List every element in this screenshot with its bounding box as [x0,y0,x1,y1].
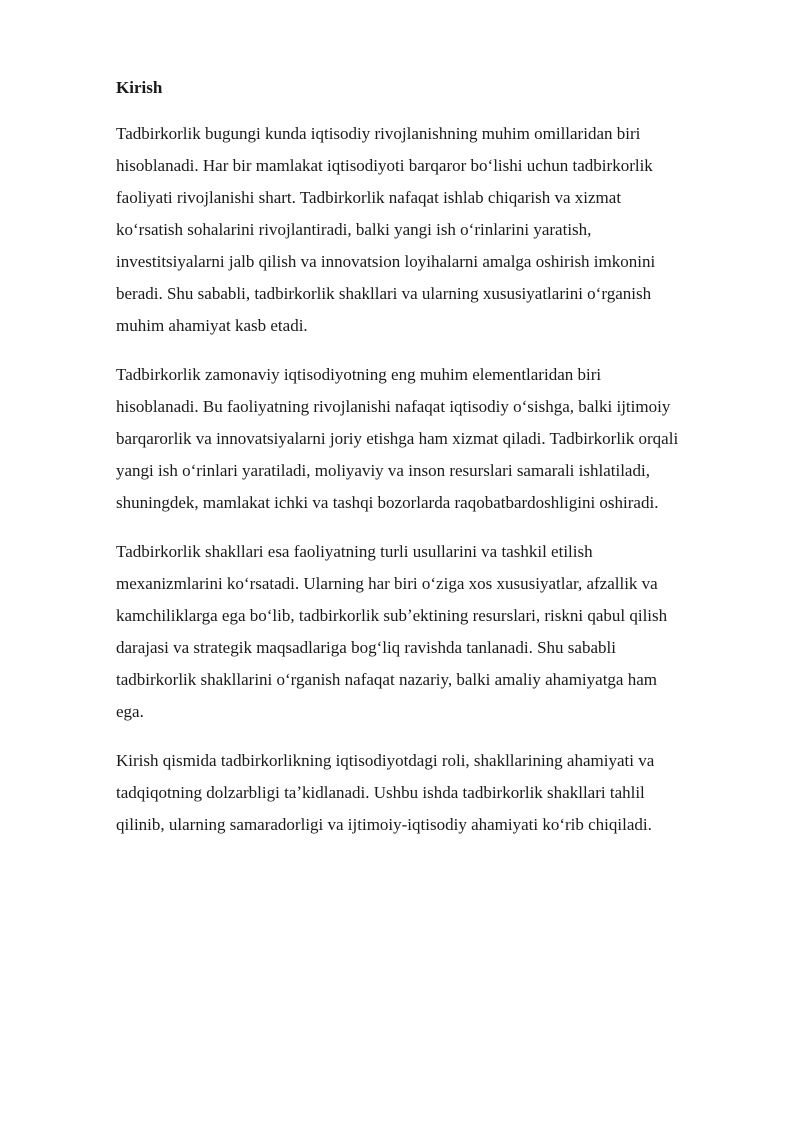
text-line: tadbirkorlik shakllarini oʻrganish nafaqat nazariy, balki amaliy ahamiyatga ham [116,670,657,689]
text-line: ega. [116,702,144,721]
section-heading: Kirish [116,78,163,97]
paragraph-4 [116,745,740,841]
text-line: tadqiqotning dolzarbligi taʼkidlanadi. Ushbu ishda tadbirkorlik shakllari tahlil [116,783,645,802]
text-line: barqarorlik va innovatsiyalarni joriy etishga ham xizmat qiladi. Tadbirkorlik orqali [116,429,679,448]
text-line: beradi. Shu sababli, tadbirkorlik shakllari va ularning xususiyatlarini oʻrganish [116,284,652,303]
text-line: shuningdek, mamlakat ichki va tashqi bozorlarda raqobatbardoshligini oshiradi. [116,493,659,512]
text-line: darajasi va strategik maqsadlariga bogʻliq ravishda tanlanadi. Shu sababli [116,638,616,657]
text-line: koʻrsatish sohalarini rivojlantiradi, balki yangi ish oʻrinlarini yaratish, [116,220,592,239]
text-line: yangi ish oʻrinlari yaratiladi, moliyaviy va inson resurslari samarali ishlatiladi, [116,461,650,480]
text-line: Tadbirkorlik bugungi kunda iqtisodiy rivojlanishning muhim omillaridan biri [116,124,641,143]
text-line: faoliyati rivojlanishi shart. Tadbirkorlik nafaqat ishlab chiqarish va xizmat [116,188,622,207]
text-line: Tadbirkorlik shakllari esa faoliyatning turli usullarini va tashkil etilish [116,542,593,561]
text-line: investitsiyalarni jalb qilish va innovatsion loyihalarni amalga oshirish imkonini [116,252,656,271]
text-line: qilinib, ularning samaradorligi va ijtimoiy-iqtisodiy ahamiyati koʻrib chiqiladi. [116,815,652,834]
text-line: mexanizmlarini koʻrsatadi. Ularning har biri oʻziga xos xususiyatlar, afzallik va [116,574,658,593]
text-line: Tadbirkorlik zamonaviy iqtisodiyotning eng muhim elementlaridan biri [116,365,602,384]
document-body [116,72,740,858]
paragraph-2 [116,359,740,519]
text-line: hisoblanadi. Har bir mamlakat iqtisodiyoti barqaror boʻlishi uchun tadbirkorlik [116,156,653,175]
text-line: Kirish qismida tadbirkorlikning iqtisodiyotdagi roli, shakllarining ahamiyati va [116,751,655,770]
text-line: muhim ahamiyat kasb etadi. [116,316,308,335]
paragraph-3 [116,536,740,728]
text-line: kamchiliklarga ega boʻlib, tadbirkorlik subʼektining resurslari, riskni qabul qilish [116,606,668,625]
paragraph-1 [116,118,740,342]
text-line: hisoblanadi. Bu faoliyatning rivojlanishi nafaqat iqtisodiy oʻsishga, balki ijtimoiy [116,397,671,416]
